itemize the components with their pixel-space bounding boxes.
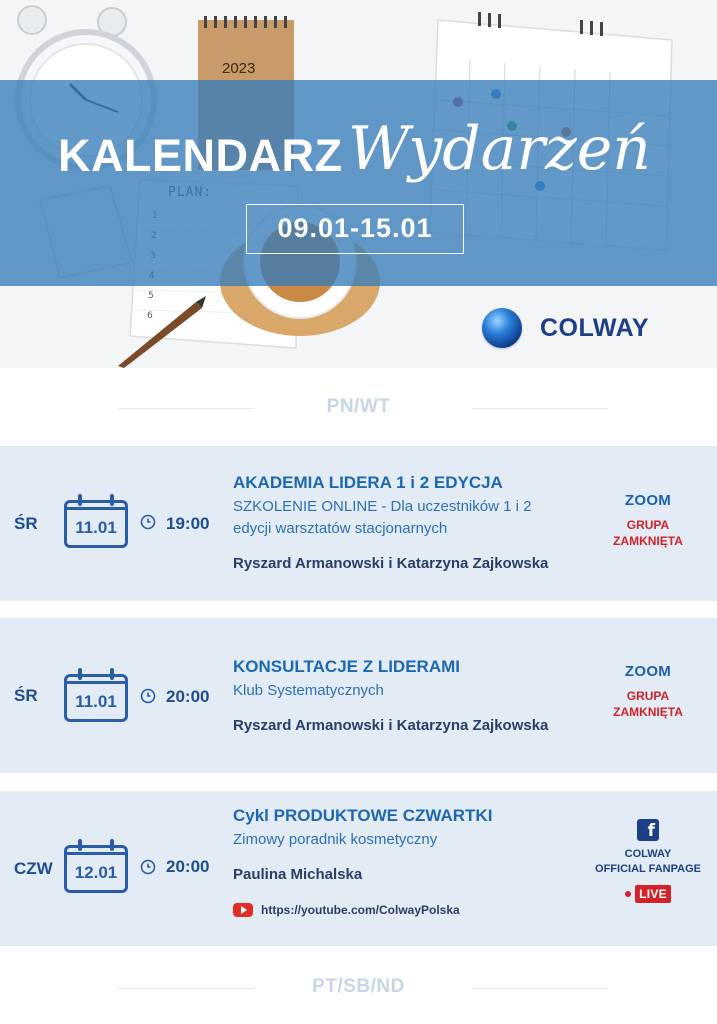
platform-label: ZOOM <box>624 492 672 509</box>
clock-icon <box>140 688 156 704</box>
access-line: GRUPA <box>626 518 670 532</box>
fanpage-label <box>580 847 716 877</box>
page-title <box>58 114 678 198</box>
event-title-text: PRODUKTOWE CZWARTKI <box>273 806 493 825</box>
event-day: ŚR <box>14 514 38 533</box>
event-details <box>233 656 603 736</box>
access-label <box>580 688 716 720</box>
event-date: 12.01 <box>74 863 118 882</box>
event-platform <box>580 819 716 903</box>
event-card <box>0 791 717 946</box>
separator-label: PN/WT <box>326 396 391 417</box>
brand-name: COLWAY <box>540 313 650 342</box>
event-title-prefix: Cykl <box>233 806 274 825</box>
event-host: Paulina Michalska <box>233 866 363 883</box>
access-line: GRUPA <box>626 689 670 703</box>
access-line: ZAMKNIĘTA <box>613 534 683 548</box>
event-date: 11.01 <box>75 518 117 537</box>
hero-header <box>0 0 717 368</box>
title-script: Wydarzeń <box>348 114 651 184</box>
event-title <box>233 805 603 827</box>
event-platform <box>580 492 716 549</box>
notepad-year: 2023 <box>222 60 256 77</box>
event-date: 11.01 <box>75 692 117 711</box>
separator-line-right <box>472 988 608 989</box>
youtube-url[interactable]: https://youtube.com/ColwayPolska <box>261 903 460 917</box>
live-badge <box>625 885 671 903</box>
event-platform <box>580 663 716 720</box>
calendar-icon <box>64 494 132 550</box>
platform-label: ZOOM <box>624 663 672 680</box>
event-title: AKADEMIA LIDERA 1 i 2 EDYCJA <box>233 473 503 492</box>
youtube-icon <box>233 903 253 917</box>
access-label <box>580 517 716 549</box>
clock-icon <box>140 859 156 875</box>
event-time: 19:00 <box>166 514 210 533</box>
event-desc-line: SZKOLENIE ONLINE - Dla uczestników 1 i 2 <box>233 498 532 515</box>
separator-line-right <box>472 408 608 409</box>
fanpage-line: COLWAY <box>624 848 672 860</box>
youtube-link[interactable] <box>233 903 460 917</box>
calendar-icon <box>64 839 132 895</box>
date-range-box: 09.01-15.01 <box>246 204 464 254</box>
event-description <box>233 496 603 540</box>
colway-logo-icon <box>482 308 522 348</box>
event-details <box>233 472 603 574</box>
event-time: 20:00 <box>166 857 210 876</box>
event-description: Klub Systematycznych <box>233 682 384 699</box>
event-desc-line: edycji warsztatów stacjonarnych <box>233 520 448 537</box>
event-card <box>0 446 717 601</box>
colway-brand <box>482 306 649 350</box>
event-host: Ryszard Armanowski i Katarzyna Zajkowska <box>233 717 549 734</box>
live-label: LIVE <box>635 885 671 903</box>
live-dot-icon <box>625 891 631 897</box>
access-line: ZAMKNIĘTA <box>613 705 683 719</box>
facebook-icon[interactable]: f <box>637 819 659 841</box>
event-day: ŚR <box>14 686 38 705</box>
day-separator-pt-sb-nd <box>0 974 717 1004</box>
event-title: KONSULTACJE Z LIDERAMI <box>233 657 460 676</box>
separator-label: PT/SB/ND <box>312 976 405 997</box>
event-time: 20:00 <box>166 687 210 706</box>
day-separator-pn-wt <box>0 394 717 424</box>
event-details <box>233 805 603 885</box>
event-host: Ryszard Armanowski i Katarzyna Zajkowska <box>233 555 549 572</box>
event-day: CZW <box>14 859 53 878</box>
svg-text:6: 6 <box>147 311 153 321</box>
title-main: KALENDARZ <box>58 130 343 181</box>
event-card <box>0 618 717 773</box>
calendar-icon <box>64 668 132 724</box>
fanpage-line: OFFICIAL FANPAGE <box>595 863 701 875</box>
clock-icon <box>140 514 156 530</box>
event-description: Zimowy poradnik kosmetyczny <box>233 831 438 848</box>
svg-text:5: 5 <box>148 291 154 301</box>
